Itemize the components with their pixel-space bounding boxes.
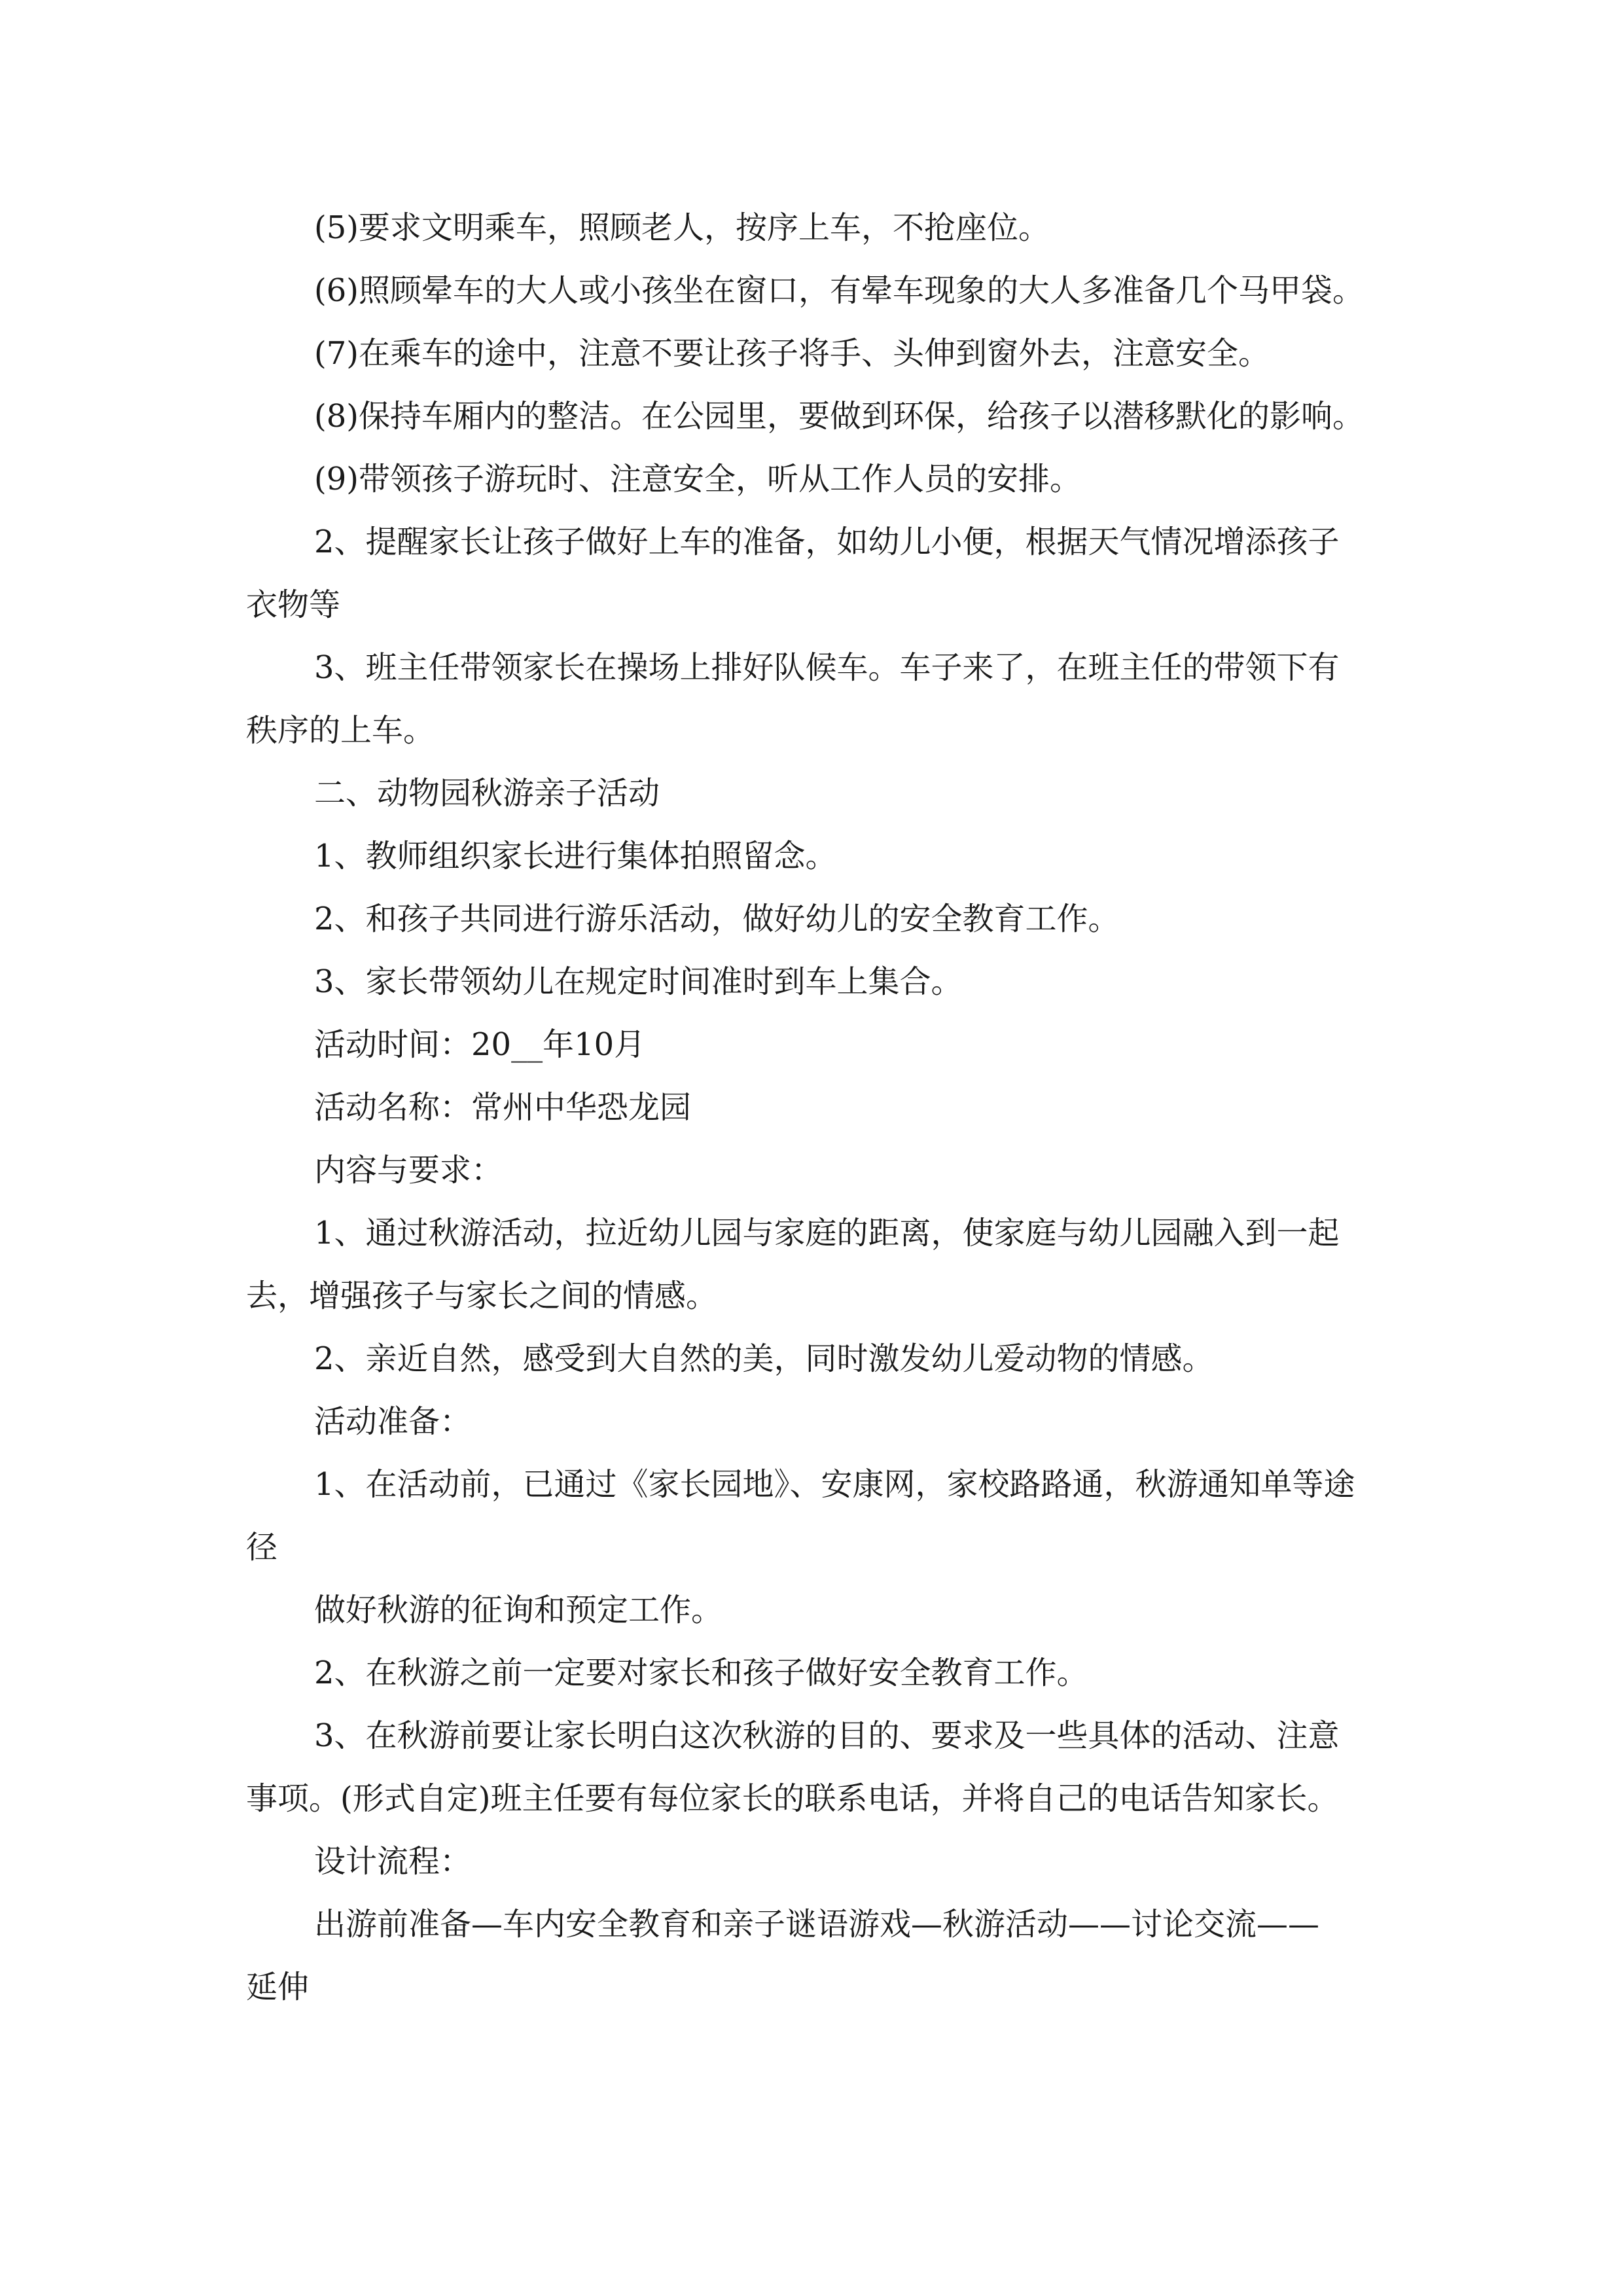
paragraph-line: 事项。(形式自定)班主任要有每位家长的联系电话，并将自己的电话告知家长。 <box>246 1780 1339 1817</box>
paragraph <box>246 511 1398 636</box>
paragraph-line: 2、亲近自然，感受到大自然的美，同时激发幼儿爱动物的情感。 <box>314 1340 1214 1377</box>
paragraph-line: (8)保持车厢内的整洁。在公园里，要做到环保，给孩子以潜移默化的影响。 <box>314 398 1364 435</box>
paragraph <box>246 1202 1398 1327</box>
paragraph-line: 活动准备： <box>314 1403 472 1440</box>
paragraph <box>246 1453 1398 1579</box>
paragraph-line: (6)照顾晕车的大人或小孩坐在窗口，有晕车现象的大人多准备几个马甲袋。 <box>314 272 1364 309</box>
paragraph-line: 2、和孩子共同进行游乐活动，做好幼儿的安全教育工作。 <box>314 901 1120 937</box>
paragraph-line: 2、在秋游之前一定要对家长和孩子做好安全教育工作。 <box>314 1655 1088 1691</box>
paragraph <box>246 636 1398 762</box>
paragraph-line: 1、教师组织家长进行集体拍照留念。 <box>314 838 837 874</box>
paragraph-line: (9)带领孩子游玩时、注意安全，听从工作人员的安排。 <box>314 461 1081 497</box>
paragraph-line: 1、通过秋游活动，拉近幼儿园与家庭的距离，使家庭与幼儿园融入到一起 <box>314 1215 1340 1251</box>
paragraph-line: 延伸 <box>246 1969 310 2005</box>
paragraph-line: 去，增强孩子与家长之间的情感。 <box>246 1278 718 1314</box>
paragraph <box>246 1390 1398 1453</box>
paragraph <box>246 825 1398 888</box>
paragraph-line: 秩序的上车。 <box>246 712 435 749</box>
paragraph-line: 径 <box>246 1529 278 1566</box>
paragraph-line: 设计流程： <box>314 1843 472 1880</box>
paragraph <box>246 1704 1398 1830</box>
paragraph <box>246 196 1398 259</box>
paragraph-line: 二、动物园秋游亲子活动 <box>314 775 660 812</box>
paragraph <box>246 888 1398 950</box>
paragraph <box>246 1139 1398 1202</box>
paragraph <box>246 322 1398 385</box>
paragraph <box>246 762 1398 825</box>
paragraph-line: 活动名称：常州中华恐龙园 <box>314 1089 692 1126</box>
paragraph <box>246 1013 1398 1076</box>
paragraph <box>246 1830 1398 1893</box>
paragraph <box>246 1893 1398 2018</box>
paragraph-line: 3、在秋游前要让家长明白这次秋游的目的、要求及一些具体的活动、注意 <box>314 1717 1340 1754</box>
paragraph-line: 活动时间：20__年10月 <box>314 1026 646 1063</box>
paragraph-line: 3、家长带领幼儿在规定时间准时到车上集合。 <box>314 963 963 1000</box>
paragraph-line: 2、提醒家长让孩子做好上车的准备，如幼儿小便，根据天气情况增添孩子 <box>314 524 1340 560</box>
paragraph-line: 3、班主任带领家长在操场上排好队候车。车子来了，在班主任的带领下有 <box>314 649 1340 686</box>
paragraph <box>246 385 1398 448</box>
paragraph <box>246 1641 1398 1704</box>
paragraph-line: 1、在活动前，已通过《家长园地》、安康网，家校路路通，秋游通知单等途 <box>314 1466 1355 1503</box>
paragraph-line: 内容与要求： <box>314 1152 503 1189</box>
paragraph-line: (5)要求文明乘车，照顾老人，按序上车，不抢座位。 <box>314 209 1050 246</box>
paragraph-line: 出游前准备—车内安全教育和亲子谜语游戏—秋游活动——讨论交流—— <box>314 1906 1320 1943</box>
paragraph-line: (7)在乘车的途中，注意不要让孩子将手、头伸到窗外去，注意安全。 <box>314 335 1270 372</box>
paragraph <box>246 1076 1398 1139</box>
paragraph <box>246 1327 1398 1390</box>
paragraph-line: 做好秋游的征询和预定工作。 <box>314 1592 723 1628</box>
paragraph <box>246 950 1398 1013</box>
paragraph <box>246 1579 1398 1641</box>
paragraph <box>246 259 1398 322</box>
paragraph-line: 衣物等 <box>246 586 341 623</box>
paragraph <box>246 448 1398 511</box>
